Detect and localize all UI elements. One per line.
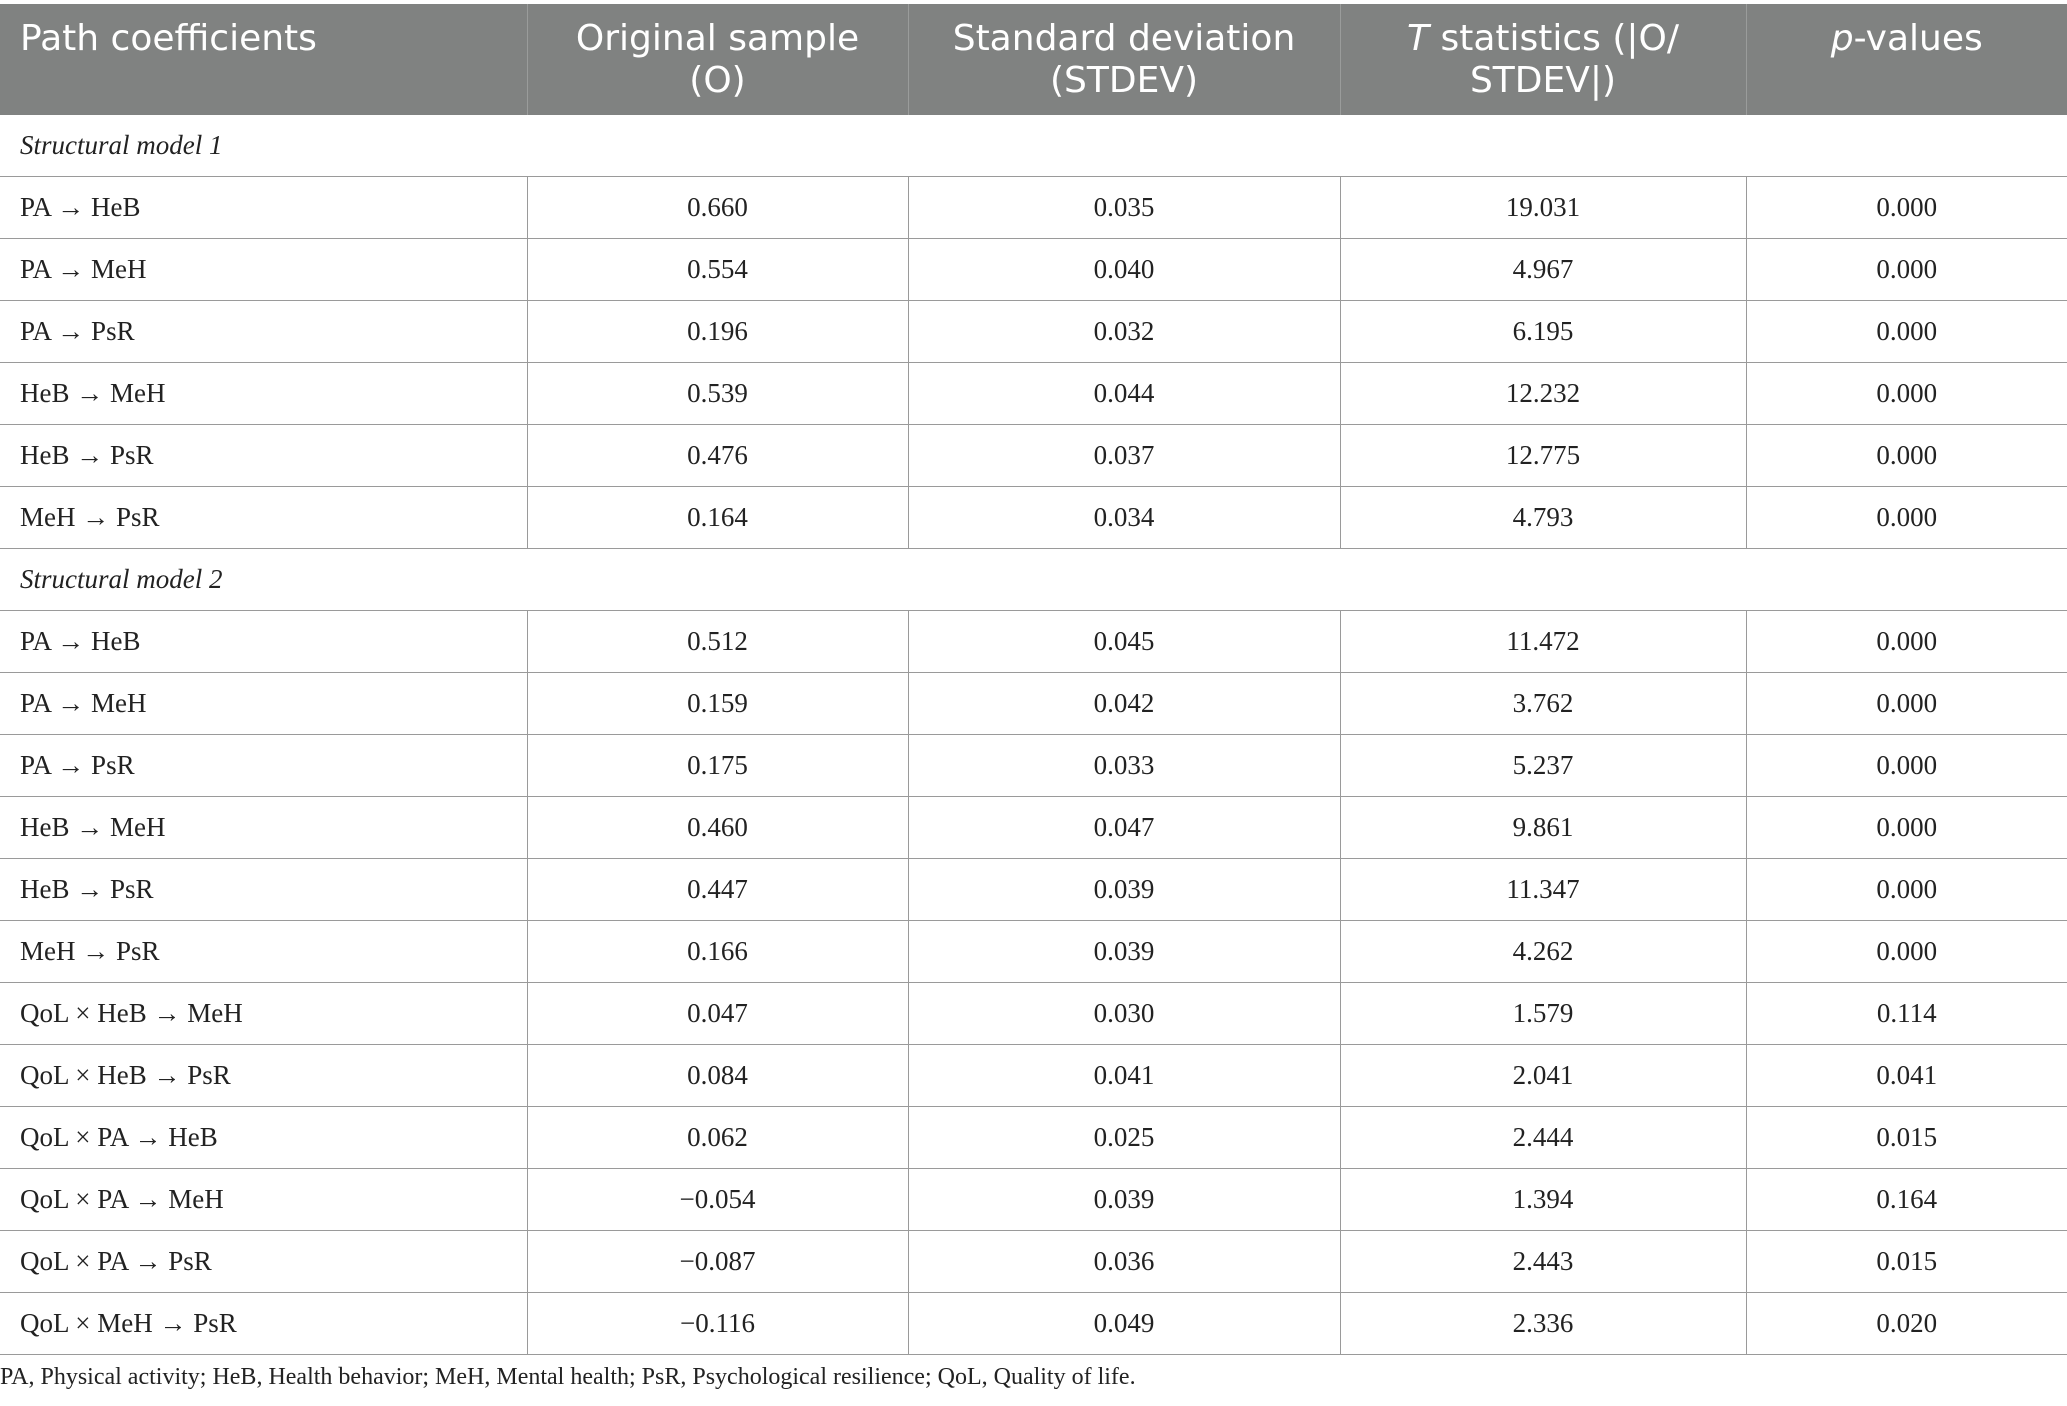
header-standard-deviation: Standard deviation (STDEV) — [908, 4, 1340, 115]
original-sample-cell: 0.062 — [527, 1107, 908, 1169]
table-row — [0, 1231, 2067, 1293]
stdev-cell: 0.039 — [908, 921, 1340, 983]
t-statistic-cell: 2.443 — [1340, 1231, 1746, 1293]
section-header-row — [0, 549, 2067, 611]
stdev-cell: 0.049 — [908, 1293, 1340, 1355]
p-value-cell: 0.000 — [1746, 921, 2067, 983]
path-cell: QoL × HeB → PsR — [0, 1045, 527, 1107]
t-statistic-cell: 2.041 — [1340, 1045, 1746, 1107]
t-statistic-cell: 11.472 — [1340, 611, 1746, 673]
p-value-cell: 0.114 — [1746, 983, 2067, 1045]
original-sample-cell: −0.087 — [527, 1231, 908, 1293]
path-cell: HeB → PsR — [0, 425, 527, 487]
p-value-cell: 0.015 — [1746, 1231, 2067, 1293]
path-cell: PA → HeB — [0, 177, 527, 239]
stdev-cell: 0.045 — [908, 611, 1340, 673]
p-value-cell: 0.000 — [1746, 363, 2067, 425]
p-value-cell: 0.000 — [1746, 239, 2067, 301]
original-sample-cell: 0.660 — [527, 177, 908, 239]
stdev-cell: 0.035 — [908, 177, 1340, 239]
original-sample-cell: 0.164 — [527, 487, 908, 549]
original-sample-cell: 0.196 — [527, 301, 908, 363]
stdev-cell: 0.037 — [908, 425, 1340, 487]
t-statistic-cell: 4.967 — [1340, 239, 1746, 301]
table-row — [0, 1293, 2067, 1355]
original-sample-cell: 0.512 — [527, 611, 908, 673]
p-value-cell: 0.041 — [1746, 1045, 2067, 1107]
section-title: Structural model 1 — [0, 115, 2067, 177]
table-row — [0, 797, 2067, 859]
t-statistic-cell: 3.762 — [1340, 673, 1746, 735]
table-row — [0, 735, 2067, 797]
table-row — [0, 921, 2067, 983]
t-statistic-cell: 19.031 — [1340, 177, 1746, 239]
p-value-cell: 0.000 — [1746, 859, 2067, 921]
stdev-cell: 0.047 — [908, 797, 1340, 859]
original-sample-cell: −0.116 — [527, 1293, 908, 1355]
table-row — [0, 487, 2067, 549]
p-value-cell: 0.000 — [1746, 611, 2067, 673]
path-cell: HeB → PsR — [0, 859, 527, 921]
t-statistic-cell: 4.793 — [1340, 487, 1746, 549]
t-statistic-cell: 6.195 — [1340, 301, 1746, 363]
t-statistic-cell: 12.775 — [1340, 425, 1746, 487]
table-row — [0, 611, 2067, 673]
original-sample-cell: 0.476 — [527, 425, 908, 487]
original-sample-cell: 0.159 — [527, 673, 908, 735]
stdev-cell: 0.041 — [908, 1045, 1340, 1107]
path-cell: MeH → PsR — [0, 921, 527, 983]
t-statistic-cell: 11.347 — [1340, 859, 1746, 921]
table-footnote: PA, Physical activity; HeB, Health behavior; MeH, Mental health; PsR, Psychological resilience; QoL, Quality of life. — [0, 1364, 1136, 1390]
path-cell: PA → PsR — [0, 735, 527, 797]
table-row — [0, 1107, 2067, 1169]
t-statistic-cell: 12.232 — [1340, 363, 1746, 425]
p-value-cell: 0.000 — [1746, 487, 2067, 549]
p-value-cell: 0.000 — [1746, 797, 2067, 859]
stdev-cell: 0.040 — [908, 239, 1340, 301]
table-row — [0, 363, 2067, 425]
path-cell: MeH → PsR — [0, 487, 527, 549]
original-sample-cell: −0.054 — [527, 1169, 908, 1231]
path-cell: PA → HeB — [0, 611, 527, 673]
p-value-cell: 0.020 — [1746, 1293, 2067, 1355]
p-value-cell: 0.000 — [1746, 301, 2067, 363]
table-row — [0, 425, 2067, 487]
stdev-cell: 0.044 — [908, 363, 1340, 425]
table-row — [0, 301, 2067, 363]
path-cell: QoL × PA → HeB — [0, 1107, 527, 1169]
header-original-sample: Original sample (O) — [527, 4, 908, 115]
path-cell: PA → MeH — [0, 673, 527, 735]
p-value-cell: 0.000 — [1746, 177, 2067, 239]
table-row — [0, 177, 2067, 239]
t-statistic-cell: 2.336 — [1340, 1293, 1746, 1355]
t-statistic-cell: 2.444 — [1340, 1107, 1746, 1169]
stdev-cell: 0.025 — [908, 1107, 1340, 1169]
table-container — [0, 4, 2067, 1355]
p-value-cell: 0.015 — [1746, 1107, 2067, 1169]
path-coefficients-table — [0, 4, 2067, 1355]
t-statistic-cell: 5.237 — [1340, 735, 1746, 797]
t-statistic-cell: 4.262 — [1340, 921, 1746, 983]
stdev-cell: 0.034 — [908, 487, 1340, 549]
path-cell: QoL × MeH → PsR — [0, 1293, 527, 1355]
table-row — [0, 239, 2067, 301]
original-sample-cell: 0.447 — [527, 859, 908, 921]
header-p-values: p-values — [1830, 18, 1983, 59]
path-cell: PA → PsR — [0, 301, 527, 363]
path-cell: QoL × PA → MeH — [0, 1169, 527, 1231]
p-value-cell: 0.164 — [1746, 1169, 2067, 1231]
p-value-cell: 0.000 — [1746, 673, 2067, 735]
stdev-cell: 0.039 — [908, 1169, 1340, 1231]
header-row — [0, 4, 2067, 115]
p-value-cell: 0.000 — [1746, 735, 2067, 797]
stdev-cell: 0.039 — [908, 859, 1340, 921]
path-cell: QoL × PA → PsR — [0, 1231, 527, 1293]
p-value-cell: 0.000 — [1746, 425, 2067, 487]
original-sample-cell: 0.047 — [527, 983, 908, 1045]
original-sample-cell: 0.166 — [527, 921, 908, 983]
t-statistic-cell: 1.579 — [1340, 983, 1746, 1045]
original-sample-cell: 0.460 — [527, 797, 908, 859]
original-sample-cell: 0.084 — [527, 1045, 908, 1107]
section-title: Structural model 2 — [0, 549, 2067, 611]
path-cell: HeB → MeH — [0, 363, 527, 425]
stdev-cell: 0.032 — [908, 301, 1340, 363]
stdev-cell: 0.030 — [908, 983, 1340, 1045]
original-sample-cell: 0.539 — [527, 363, 908, 425]
table-row — [0, 983, 2067, 1045]
stdev-cell: 0.036 — [908, 1231, 1340, 1293]
original-sample-cell: 0.175 — [527, 735, 908, 797]
path-cell: HeB → MeH — [0, 797, 527, 859]
stdev-cell: 0.042 — [908, 673, 1340, 735]
original-sample-cell: 0.554 — [527, 239, 908, 301]
path-cell: QoL × HeB → MeH — [0, 983, 527, 1045]
table-row — [0, 1169, 2067, 1231]
table-row — [0, 673, 2067, 735]
table-row — [0, 1045, 2067, 1107]
table-header — [0, 4, 2067, 115]
header-path-coefficients: Path coefficients — [0, 4, 527, 115]
t-statistic-cell: 1.394 — [1340, 1169, 1746, 1231]
table-body — [0, 115, 2067, 1355]
stdev-cell: 0.033 — [908, 735, 1340, 797]
table-row — [0, 859, 2067, 921]
t-statistic-cell: 9.861 — [1340, 797, 1746, 859]
section-header-row — [0, 115, 2067, 177]
path-cell: PA → MeH — [0, 239, 527, 301]
header-t-statistics: T statistics (|O/ STDEV|) — [1340, 4, 1746, 115]
